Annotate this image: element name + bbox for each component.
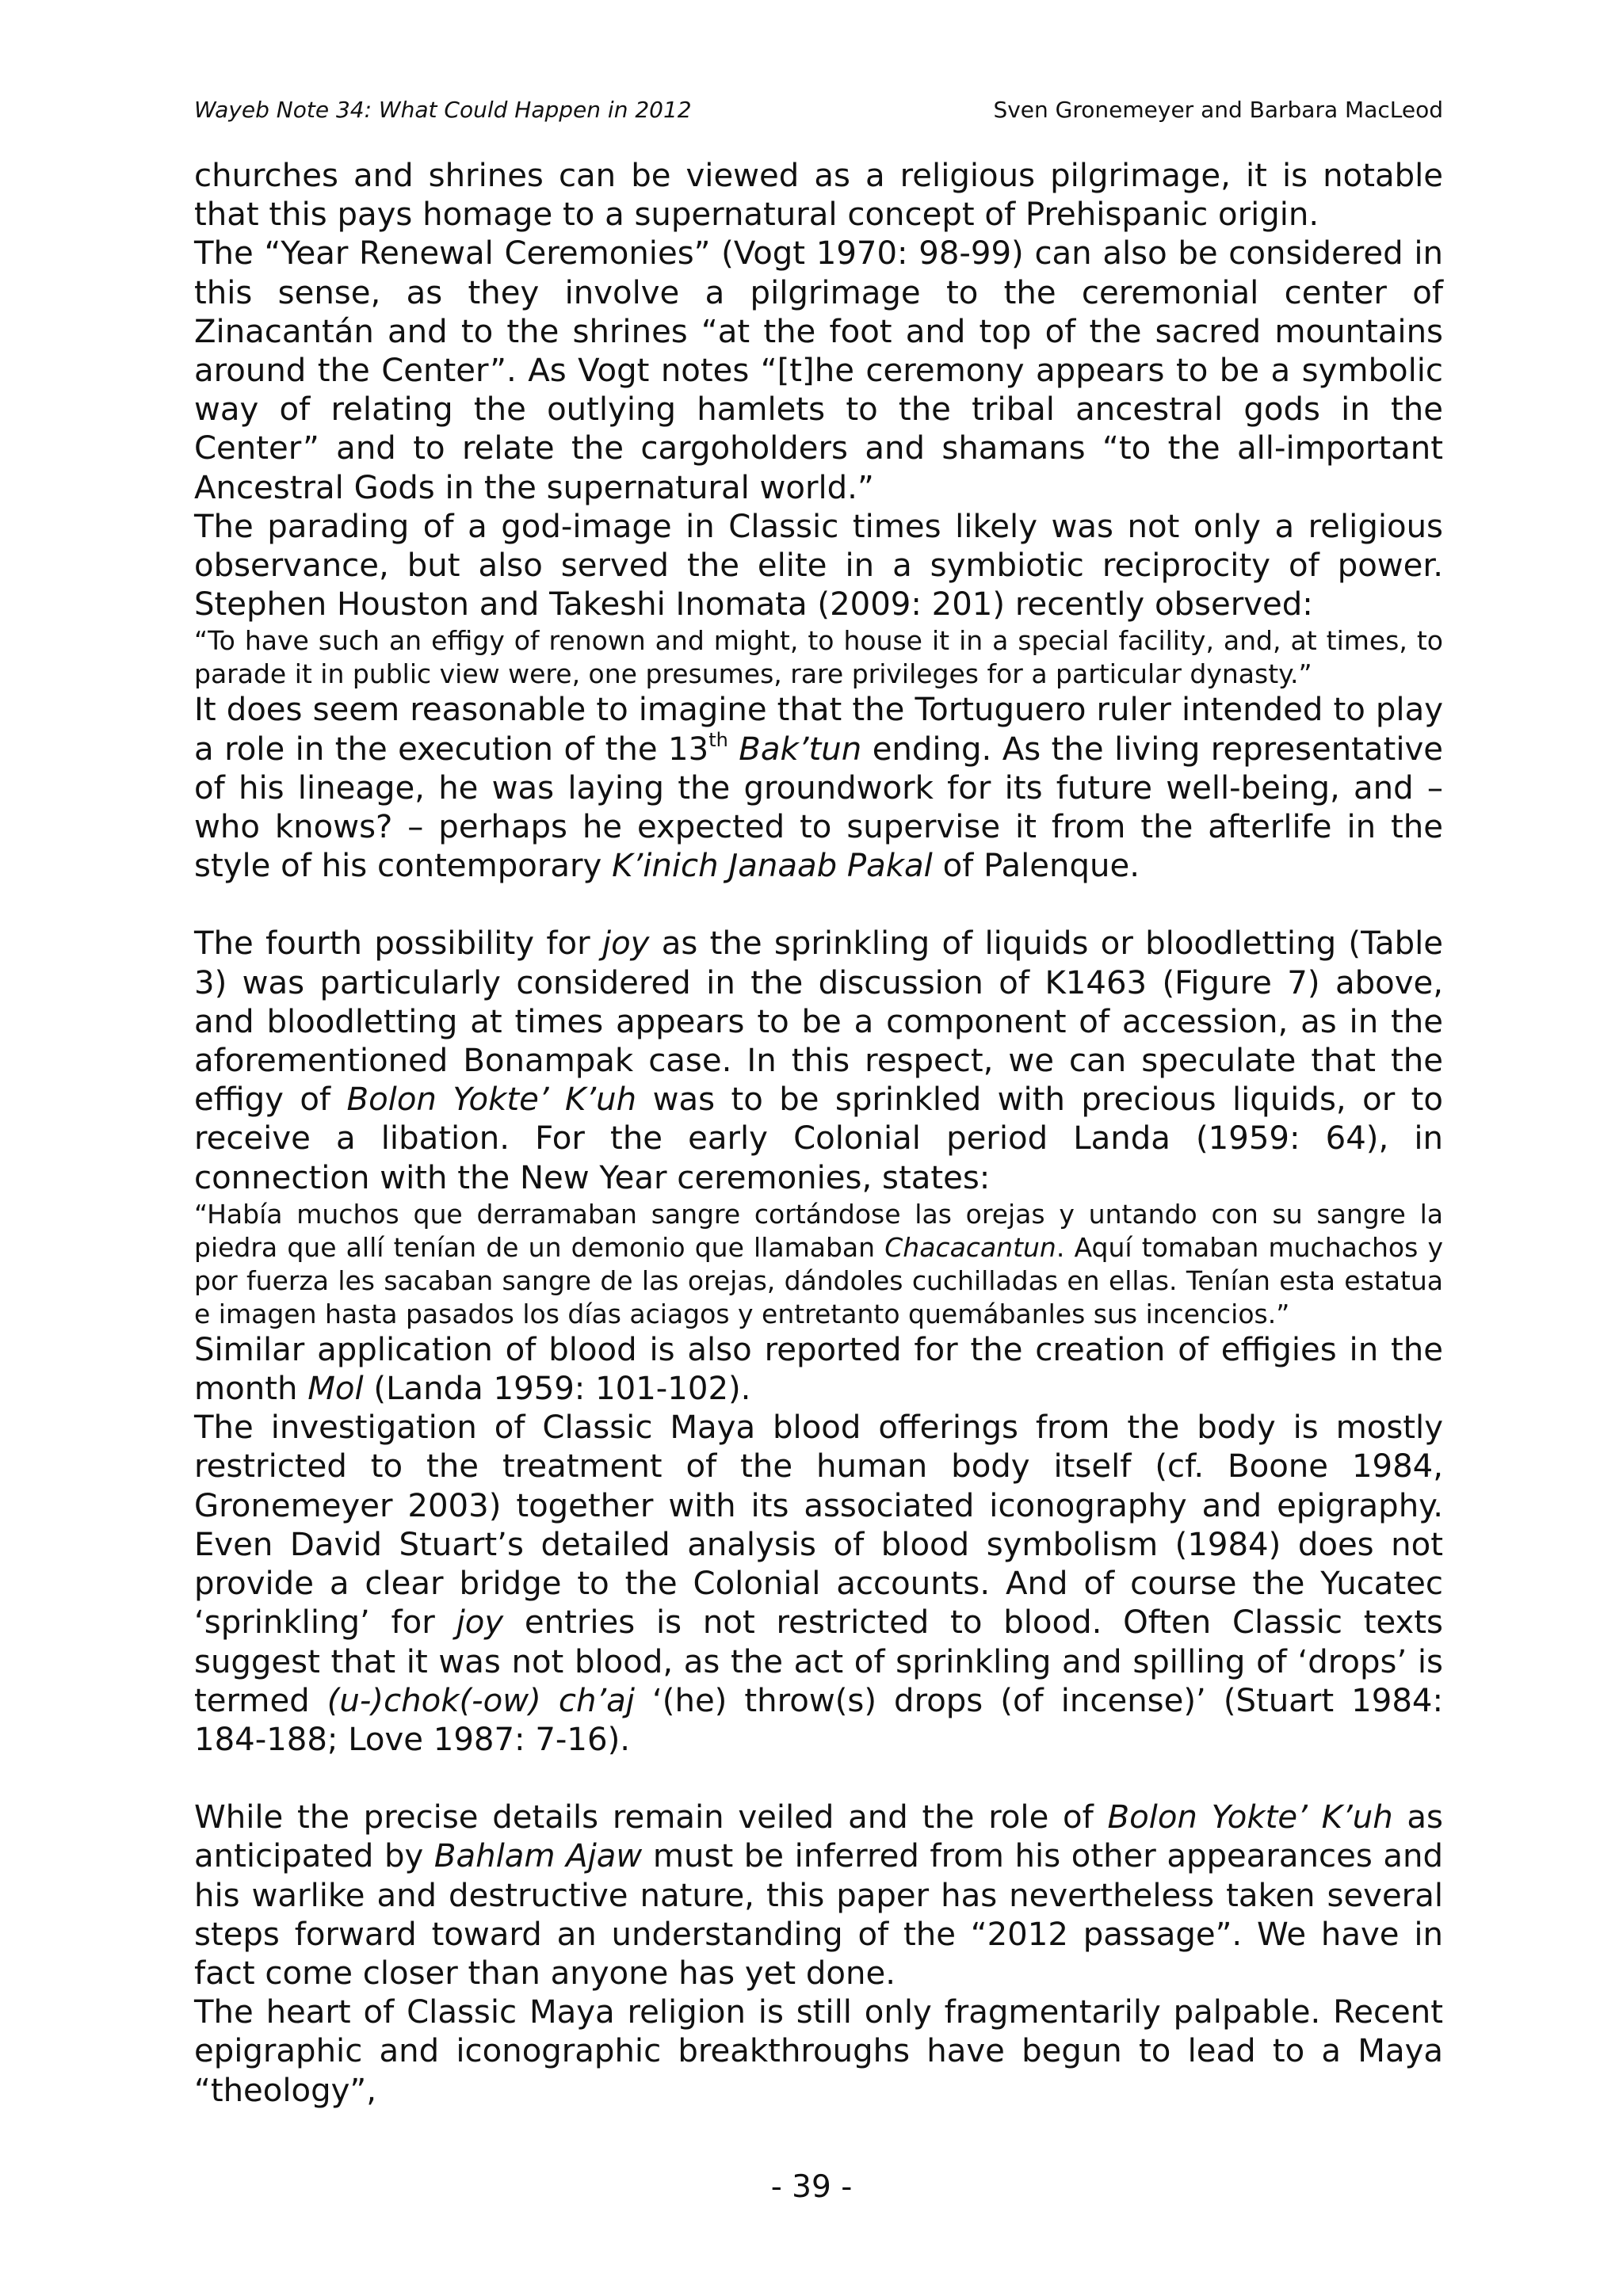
italic-term: (u-)chok(-ow) ch’aj [327, 1682, 635, 1719]
paragraph: churches and shrines can be viewed as a religious pilgrimage, it is notable that this pays homage to a supernatural concept of Prehispanic origin. [194, 158, 1443, 234]
block-quote: “To have such an effigy of renown and might, to house it in a special facility, and, at times, to parade it in public view were, one presumes, rare privileges for a particular dynasty.” [194, 625, 1443, 690]
paragraph: It does seem reasonable to imagine that the Tortuguero ruler intended to play a role in the execution of the 13th Bak’tun ending. As the living representative of his lineage, he was laying the groundwork for its future well-being, and – who knows? – perhaps he expected to supervise it from the afterlife in the style of his contemporary K’inich Janaab Pakal of Palenque. [194, 692, 1443, 885]
italic-term: Bolon Yokte’ K’uh [346, 1081, 637, 1119]
paragraph: The heart of Classic Maya religion is still only fragmentarily palpable. Recent epigraphic and iconographic breakthroughs have begun to lead to a Maya “theology”, [194, 1994, 1443, 2109]
paragraph: The fourth possibility for joy as the sprinkling of liquids or bloodletting (Table 3) was particularly considered in the discussion of K1463 (Figure 7) above, and bloodletting at times appears to be a component of accession, as in the aforementioned Bonampak case. In this respect, we can speculate that the effigy of Bolon Yokte’ K’uh was to be sprinkled with precious liquids, or to receive a libation. For the early Colonial period Landa (1959: 64), in connection with the New Year ceremonies, states: [194, 925, 1444, 1196]
italic-term: Mol [307, 1371, 364, 1408]
running-header-authors: Sven Gronemeyer and Barbara MacLeod [993, 97, 1443, 123]
paragraph: The “Year Renewal Ceremonies” (Vogt 1970: 98-99) can also be considered in this sense, as they involve a pilgrimage to the ceremonial center of Zinacantán and to the shrines “at the foot and top of the sacred mountains around the Center”. As Vogt notes “[t]he ceremony appears to be a symbolic way of relating the outlying hamlets to the tribal ancestral gods in the Center” and to relate the cargoholders and shamans “to the all-important Ancestral Gods in the supernatural world.” [194, 235, 1443, 506]
italic-term: joy [601, 925, 650, 963]
paragraph-gap [194, 886, 1443, 925]
paragraph-gap [194, 1760, 1443, 1798]
italic-term: Bolon Yokte’ K’uh [1107, 1799, 1393, 1836]
page-number: - 39 - [770, 2169, 853, 2205]
italic-term: K’inich Janaab Pakal [612, 848, 933, 885]
paragraph: The investigation of Classic Maya blood offerings from the body is mostly restricted to the treatment of the human body itself (cf. Boone 1984, Gronemeyer 2003) together with its associated iconography and epigraphy. Even David Stuart’s detailed analysis of blood symbolism (1984) does not provide a clear bridge to the Colonial accounts. And of course the Yucatec ‘sprinkling’ for joy entries is not restricted to blood. Often Classic texts suggest that it was not blood, as the act of sprinkling and spilling of ‘drops’ is termed (u-)chok(-ow) ch’aj ‘(he) throw(s) drops (of incense)’ (Stuart 1984: 184-188; Love 1987: 7-16). [194, 1409, 1443, 1758]
italic-term: Chacacantun [884, 1231, 1056, 1263]
running-header-title: Wayeb Note 34: What Could Happen in 2012 [194, 97, 692, 123]
paragraph: The parading of a god-image in Classic times likely was not only a religious observance, but also served the elite in a symbiotic reciprocity of power. Stephen Houston and Takeshi Inomata (2009: 201) recently observed: [194, 508, 1443, 624]
body-text [194, 157, 1443, 2111]
paragraph: While the precise details remain veiled and the role of Bolon Yokte’ K’uh as anticipated by Bahlam Ajaw must be inferred from his other appearances and his warlike and destructive nature, this paper has nevertheless taken several steps forward toward an understanding of the “2012 passage”. We have in fact come closer than anyone has yet done. [194, 1799, 1443, 1992]
italic-term: joy [456, 1604, 504, 1642]
superscript: th [708, 728, 728, 751]
paragraph: Similar application of blood is also reported for the creation of effigies in the month Mol (Landa 1959: 101-102). [194, 1331, 1443, 1408]
block-quote: “Había muchos que derramaban sangre cortándose las orejas y untando con su sangre la piedra que allí tenían de un demonio que llamaban Chacacantun. Aquí tomaban muchachos y por fuerza les sacaban sangre de las orejas, dándoles cuchilladas en ellas. Tenían esta estatua e imagen hasta pasados los días aciagos y entretanto quemábanles sus incencios.” [194, 1198, 1443, 1329]
italic-term: Bak’tun [739, 730, 862, 768]
italic-term: Bahlam Ajaw [433, 1838, 643, 1875]
